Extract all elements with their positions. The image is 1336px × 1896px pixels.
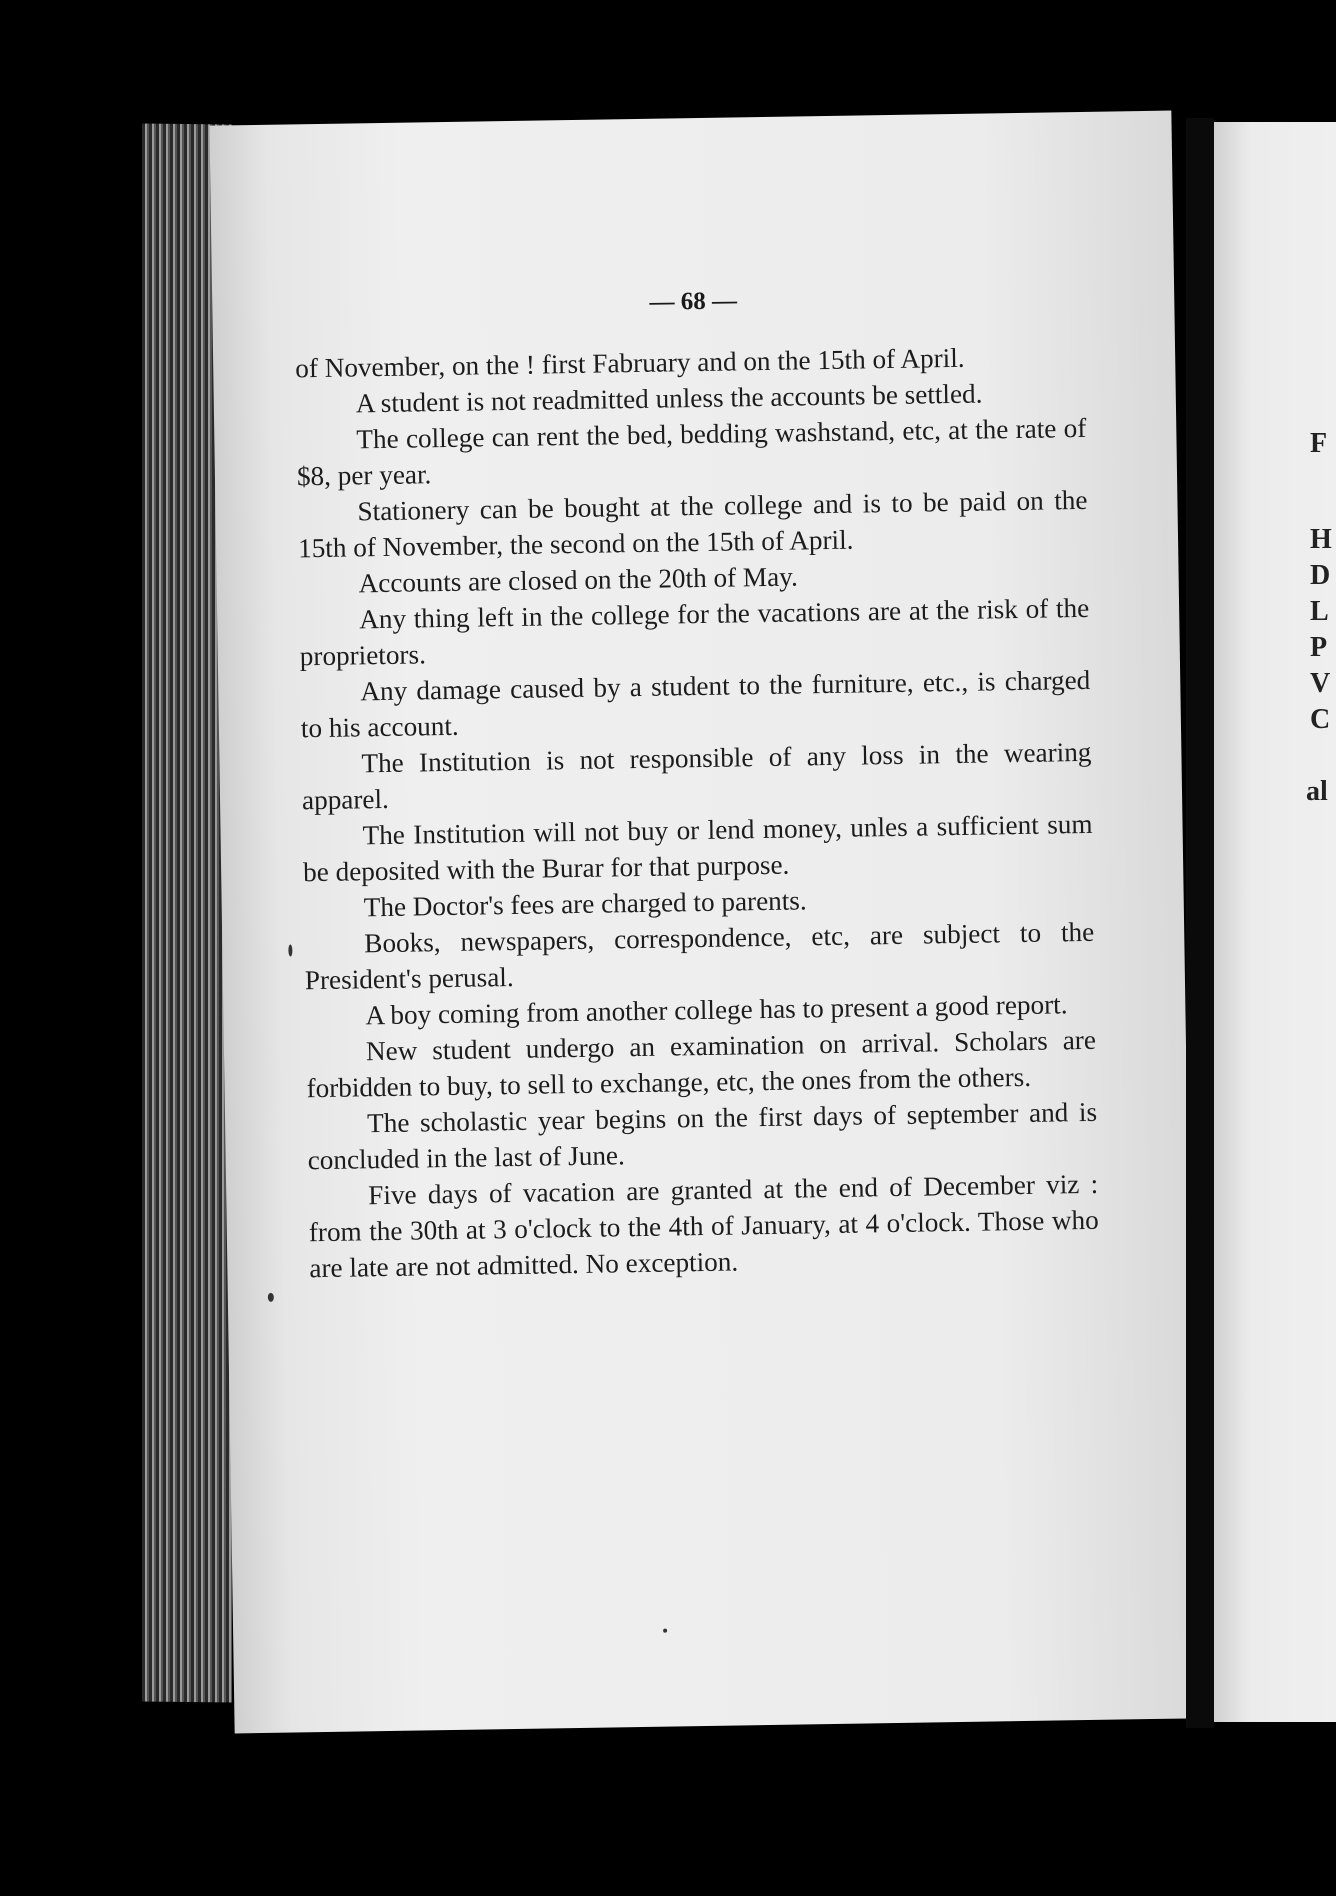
fragment-letter: D xyxy=(1310,560,1331,591)
facing-page xyxy=(1214,122,1336,1722)
paragraph: The college can rent the bed, bedding washstand, etc, at the rate of $8, per year. xyxy=(296,412,1087,492)
paragraph: of November, on the ! first Fabruary and on the 15th of April. xyxy=(295,342,965,384)
fragment-letter: H xyxy=(1310,524,1332,555)
book-gutter xyxy=(1186,118,1214,1728)
paragraph: The Institution will not buy or lend money, unles a sufficient sum be deposited with the Burar for that purpose. xyxy=(302,808,1093,888)
fragment-letter: al xyxy=(1306,776,1328,807)
fragment-letter: F xyxy=(1310,428,1328,459)
paragraph: Any thing left in the college for the vacations are at the risk of the proprietors. xyxy=(299,592,1090,672)
fragment-letter: P xyxy=(1310,632,1328,663)
paragraph: Accounts are closed on the 20th of May. xyxy=(358,561,798,599)
paragraph: The Doctor's fees are charged to parents. xyxy=(363,885,807,923)
paragraph: Stationery can be bought at the college and is to be paid on the 15th of November, the second on the 15th of April. xyxy=(297,484,1088,564)
paragraph: The Institution is not responsible of any loss in the wearing apparel. xyxy=(301,736,1092,816)
fragment-letter: V xyxy=(1310,668,1331,699)
paragraph: A boy coming from another college has to present a good report. xyxy=(365,989,1068,1031)
fragment-letter: C xyxy=(1310,704,1331,735)
page-body xyxy=(295,338,1100,1286)
paragraph: Any damage caused by a student to the furniture, etc., is charged to his account. xyxy=(300,664,1091,744)
page-number: — 68 — xyxy=(649,287,738,316)
paragraph: The scholastic year begins on the first days of september and is concluded in the last of June. xyxy=(307,1096,1098,1176)
paragraph: Five days of vacation are granted at the end of December viz : from the 30th at 3 o'clock to the 4th of January, at 4 o'clock. Those who are late are not admitted. No exception. xyxy=(308,1168,1099,1284)
ink-speck xyxy=(288,944,292,956)
paragraph: A student is not readmitted unless the accounts be settled. xyxy=(355,378,983,419)
book-page xyxy=(209,111,1196,1734)
ink-speck xyxy=(663,1629,667,1633)
fragment-letter: L xyxy=(1310,596,1329,627)
paragraph: New student undergo an examination on arrival. Scholars are forbidden to buy, to sell to exchange, etc, the ones from the others. xyxy=(306,1024,1097,1104)
paragraph: Books, newspapers, correspondence, etc, are subject to the President's perusal. xyxy=(304,916,1095,996)
ink-speck xyxy=(268,1293,274,1302)
